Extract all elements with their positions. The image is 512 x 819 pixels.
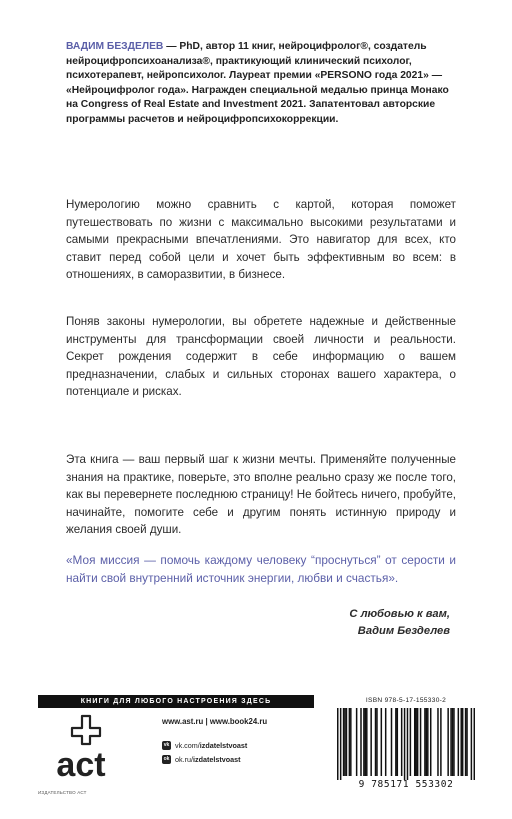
vk-logo-icon: vk [163, 742, 170, 748]
barcode-bar [471, 708, 473, 780]
barcode-bar [430, 708, 432, 776]
author-bio-text: — PhD, автор 11 книг, нейроцифролог®, создатель нейроцифропсихоанализа®, практикующий клинический психолог, психотерапевт, нейропсихолог. Лауреат премии «PERSONO года 2021» — «Нейроцифролог года». Награжден специальной медалью принца Монако на Congress of Real Estate and Investment 2021. Запатентовал авторские программы расчетов и нейроцифропсихокоррекции. [66, 41, 449, 125]
social-vk-link[interactable] [162, 741, 247, 750]
barcode-bar [395, 708, 397, 776]
barcode-bar [426, 708, 428, 776]
vk-handle: izdatelstvoast [199, 741, 248, 750]
logo-text: act [56, 746, 106, 784]
barcode-bar [349, 708, 351, 776]
barcode-bar [363, 708, 365, 776]
barcode-bar [424, 708, 426, 776]
barcode-bar [344, 708, 346, 776]
barcode-bar [407, 708, 409, 780]
vk-prefix: vk.com/ [175, 741, 200, 750]
barcode-digits: 9 785171 553302 [358, 779, 454, 790]
author-quote: «Моя миссия — помочь каждому человеку “проснуться” от серости и найти свой внутренний источник энергии, любви и счастья». [66, 553, 456, 585]
barcode-bar [401, 708, 403, 776]
barcode-bar [458, 708, 460, 776]
barcode-bar [437, 708, 439, 776]
barcode-bar [360, 708, 362, 776]
barcode-bar [346, 708, 348, 776]
barcode-bar [356, 708, 358, 776]
barcode-bar [381, 708, 383, 776]
ok-prefix: ok.ru/ [175, 755, 193, 764]
ok-logo-icon: ok [163, 756, 170, 762]
barcode-bar [452, 708, 454, 776]
barcode-bar [460, 708, 462, 776]
barcode-bar [414, 708, 416, 776]
paragraph-1: Нумерологию можно сравнить с картой, которая поможет путешествовать по жизни с максимально высокими результатами и самыми прекрасными впечатлениями. Это навигатор для всех, кто ставит перед собой цели и хочет быть эффективным во всем: в отношениях, в саморазвитии, в бизнесе. [66, 198, 456, 282]
barcode-bar [337, 708, 339, 780]
barcode-bar [365, 708, 367, 776]
barcode-bar [466, 708, 468, 776]
publisher-websites[interactable]: www.ast.ru | www.book24.ru [162, 717, 268, 726]
paragraph-2: Поняв законы нумерологии, вы обретете надежные и действенные инструменты для трансформации своей личности и реальности. Секрет рождения содержит в себе информацию о вашем предназначении, слабых и сильных сторонах вашего характера, о потенциале и рисках. [66, 315, 456, 399]
barcode-bar [427, 708, 429, 776]
signature-line-1: С любовью к вам, [349, 608, 450, 620]
paragraph-3: Эта книга — ваш первый шаг к жизни мечты. Применяйте полученные знания на практике, поверьте, это вполне реально сразу же после того, как вы перевернете последнюю страницу! Не бойтесь ничего, пробуйте, начинайте, помогите себе и другим понять истинную природу и желания своей души. [66, 453, 456, 537]
barcode-bar [350, 708, 352, 776]
isbn-label: ISBN 978-5-17-155330-2 [365, 697, 447, 704]
barcode-bar [340, 708, 342, 780]
barcode-icon [337, 708, 475, 780]
author-name: ВАДИМ БЕЗДЕЛЕВ [66, 41, 164, 52]
barcode-bar [397, 708, 399, 776]
publisher-slogan-bar: КНИГИ ДЛЯ ЛЮБОГО НАСТРОЕНИЯ ЗДЕСЬ [38, 695, 314, 708]
barcode-bar [343, 708, 345, 776]
barcode-bar [404, 708, 406, 780]
author-bio [66, 40, 454, 128]
barcode-bar [420, 708, 422, 776]
barcode-bar [450, 708, 452, 776]
barcode-bar [370, 708, 372, 776]
barcode-bar [465, 708, 467, 776]
signature [349, 606, 450, 640]
barcode-bar [415, 708, 417, 776]
ast-logo-icon [40, 714, 122, 788]
barcode-bar [474, 708, 475, 780]
barcode-bar [376, 708, 378, 776]
barcode-bar [453, 708, 455, 776]
barcode-bar [410, 708, 412, 776]
barcode-bar [391, 708, 393, 776]
barcode-bar [375, 708, 377, 776]
barcode-bar [385, 708, 387, 776]
signature-line-2: Вадим Безделев [357, 625, 450, 637]
social-ok-link[interactable] [162, 755, 241, 764]
barcode-bar [417, 708, 419, 776]
barcode-bar [447, 708, 449, 776]
barcode-bar [366, 708, 368, 776]
barcode-bar [462, 708, 464, 776]
ok-handle: izdatelstvoast [192, 755, 241, 764]
barcode-bar [440, 708, 442, 776]
publisher-caption: ИЗДАТЕЛЬСТВО АСТ [38, 790, 87, 795]
